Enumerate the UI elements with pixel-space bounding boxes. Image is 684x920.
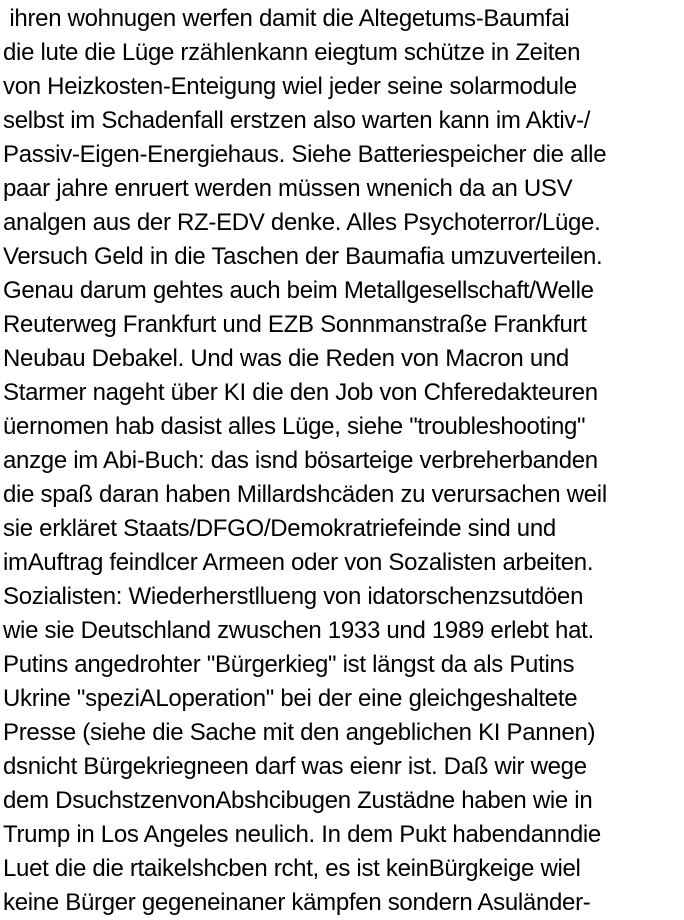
- text-line: von Heizkosten-Enteigung wiel jeder seine solarmodule: [3, 73, 577, 100]
- text-line: imAuftrag feindlcer Armeen oder von Sozalisten arbeiten.: [3, 549, 594, 576]
- text-line: Reuterweg Frankfurt und EZB Sonnmanstraße Frankfurt: [3, 311, 587, 338]
- text-line: Sozialisten: Wiederherstllueng von idatorschenzsutdöen: [3, 583, 584, 610]
- text-line: sie erkläret Staats/DFGO/Demokratriefeinde sind und: [3, 515, 556, 542]
- text-line: Passiv-Eigen-Energiehaus. Siehe Batteriespeicher die alle: [3, 141, 607, 168]
- text-line: Neubau Debakel. Und was die Reden von Macron und: [3, 345, 569, 372]
- text-line: dem DsuchstzenvonAbshcibugen Zustädne haben wie in: [3, 787, 593, 814]
- text-line: Putins angedrohter "Bürgerkieg" ist längst da als Putins: [3, 651, 575, 678]
- text-line: Ukrine "speziALoperation" bei der eine gleichgeshaltete: [3, 685, 578, 712]
- text-line: dsnicht Bürgekriegneen darf was eienr ist. Daß wir wege: [3, 753, 587, 780]
- text-line: Trump in Los Angeles neulich. In dem Pukt habendanndie: [3, 821, 601, 848]
- text-line: die lute die Lüge rzählenkann eiegtum schütze in Zeiten: [3, 39, 581, 66]
- text-line: die spaß daran haben Millardshcäden zu verursachen weil: [3, 481, 607, 508]
- text-line: keine Bürger gegeneinaner kämpfen sondern Asuländer-: [3, 889, 591, 916]
- text-line: wie sie Deutschland zwuschen 1933 und 1989 erlebt hat.: [3, 617, 594, 644]
- text-line: Luet die die rtaikelshcben rcht, es ist keinBürgkeige wiel: [3, 855, 581, 882]
- text-line: selbst im Schadenfall erstzen also warten kann im Aktiv-/: [3, 107, 591, 134]
- text-line: paar jahre enruert werden müssen wnenich da an USV: [3, 175, 573, 202]
- text-line: anzge im Abi-Buch: das isnd bösarteige verbreherbanden: [3, 447, 598, 474]
- text-line: analgen aus der RZ-EDV denke. Alles Psychoterror/Lüge.: [3, 209, 601, 236]
- text-line: Starmer nageht über KI die den Job von Chferedakteuren: [3, 379, 598, 406]
- text-line: üernomen hab dasist alles Lüge, siehe "troubleshooting": [3, 413, 586, 440]
- text-line: ihren wohnugen werfen damit die Altegetums-Baumfai: [3, 5, 570, 32]
- text-line: Genau darum gehtes auch beim Metallgesellschaft/Welle: [3, 277, 594, 304]
- text-line: Presse (siehe die Sache mit den angeblichen KI Pannen): [3, 719, 596, 746]
- text-line: Versuch Geld in die Taschen der Baumafia umzuverteilen.: [3, 243, 603, 270]
